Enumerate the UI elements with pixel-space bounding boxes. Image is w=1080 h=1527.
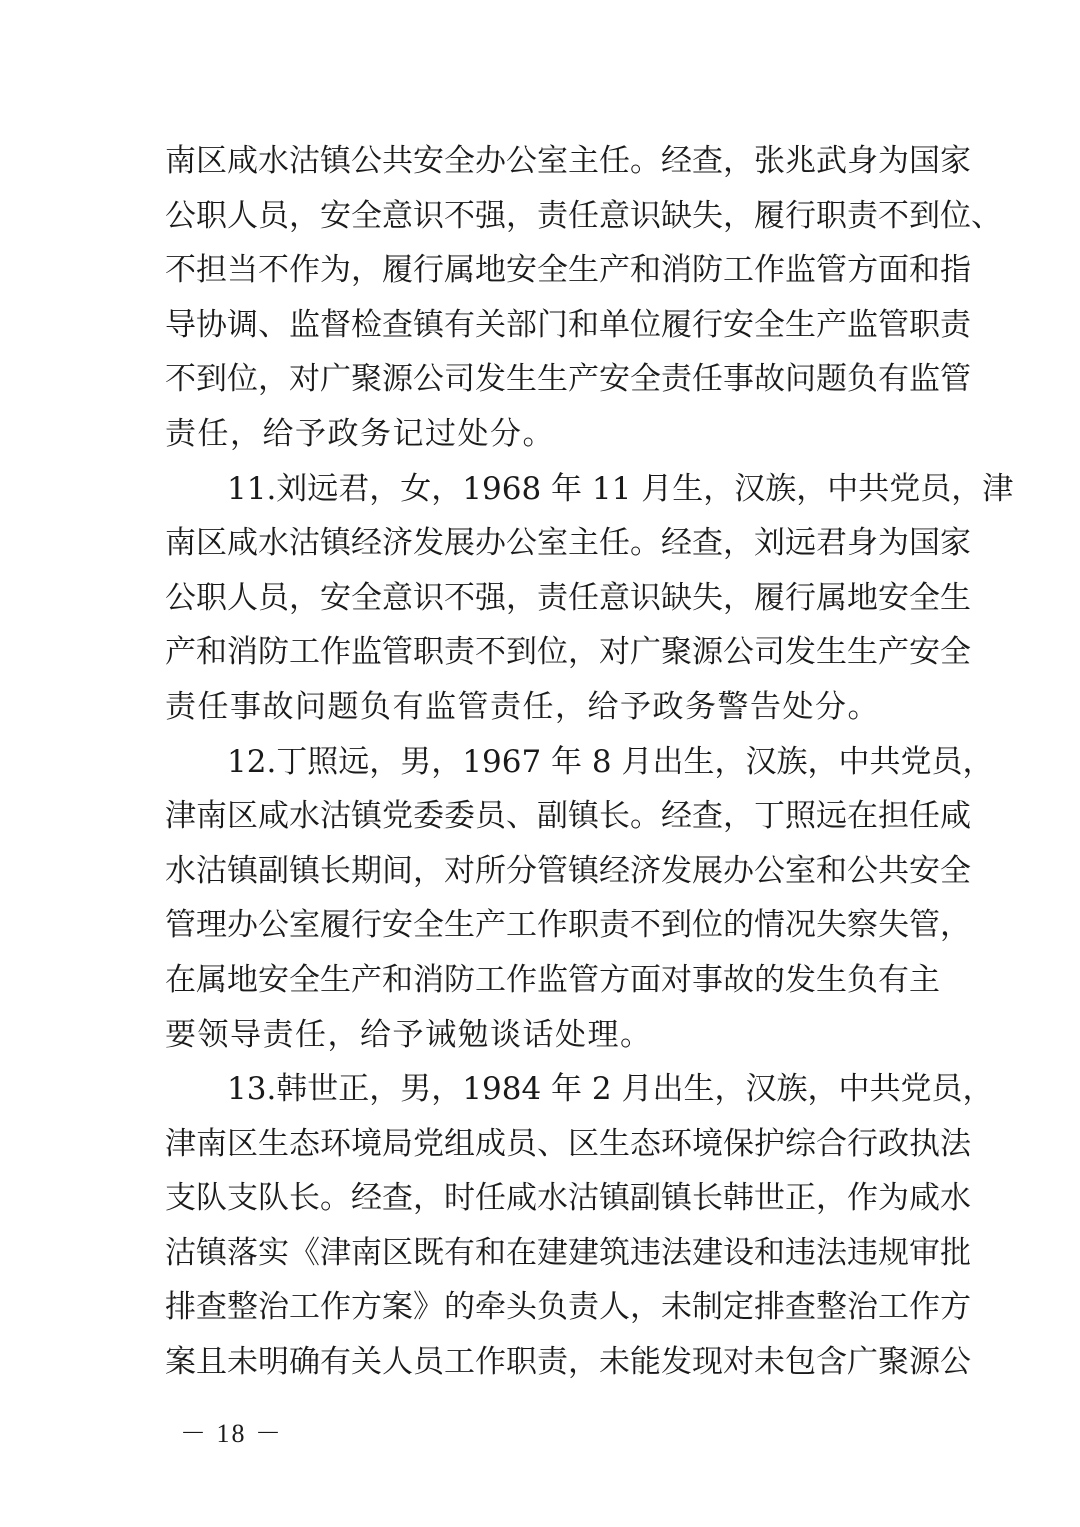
body-text [165,134,1014,1390]
text-line: 公职人员，安全意识不强，责任意识缺失，履行职责不到位、 [165,197,1002,234]
paragraph [165,735,994,1063]
paragraph [165,462,1014,735]
text-line: 在属地安全生产和消防工作监管方面对事故的发生负有主 [165,961,940,998]
text-line: 津南区生态环境局党组成员、区生态环境保护综合行政执法 [165,1125,971,1162]
text-line: 沽镇落实《津南区既有和在建建筑违法建设和违法违规审批 [165,1234,971,1271]
text-line: 产和消防工作监管职责不到位，对广聚源公司发生生产安全 [165,634,971,671]
text-line: 水沽镇副镇长期间，对所分管镇经济发展办公室和公共安全 [165,852,971,889]
text-line: 南区咸水沽镇经济发展办公室主任。经查，刘远君身为国家 [165,525,971,562]
text-line: 要领导责任，给予诫勉谈话处理。 [165,1016,653,1053]
text-line: 不到位，对广聚源公司发生生产安全责任事故问题负有监管 [165,361,971,398]
text-line: 公职人员，安全意识不强，责任意识缺失，履行属地安全生 [165,579,971,616]
text-line: 13.韩世正，男，1984 年 2 月出生，汉族，中共党员， [227,1071,994,1108]
text-line: 不担当不作为，履行属地安全生产和消防工作监管方面和指 [165,252,971,289]
text-line: 责任事故问题负有监管责任，给予政务警告处分。 [165,688,880,725]
text-line: 管理办公室履行安全生产工作职责不到位的情况失察失管， [165,907,971,944]
text-line: 排查整治工作方案》的牵头负责人，未制定排查整治工作方 [165,1289,971,1326]
paragraph [165,134,1002,462]
text-line: 津南区咸水沽镇党委委员、副镇长。经查，丁照远在担任咸 [165,798,971,835]
text-line: 责任，给予政务记过处分。 [165,415,555,452]
page-number: － 18 － [180,1419,284,1448]
paragraph [165,1062,994,1390]
text-line: 南区咸水沽镇公共安全办公室主任。经查，张兆武身为国家 [165,143,971,179]
text-line: 11.刘远君，女，1968 年 11 月生，汉族，中共党员，津 [227,470,1014,507]
text-line: 案且未明确有关人员工作职责，未能发现对未包含广聚源公 [165,1344,971,1381]
text-line: 导协调、监督检查镇有关部门和单位履行安全生产监管职责 [165,306,971,343]
text-line: 12.丁照远，男，1967 年 8 月出生，汉族，中共党员， [227,743,994,780]
text-line: 支队支队长。经查，时任咸水沽镇副镇长韩世正，作为咸水 [165,1180,971,1217]
